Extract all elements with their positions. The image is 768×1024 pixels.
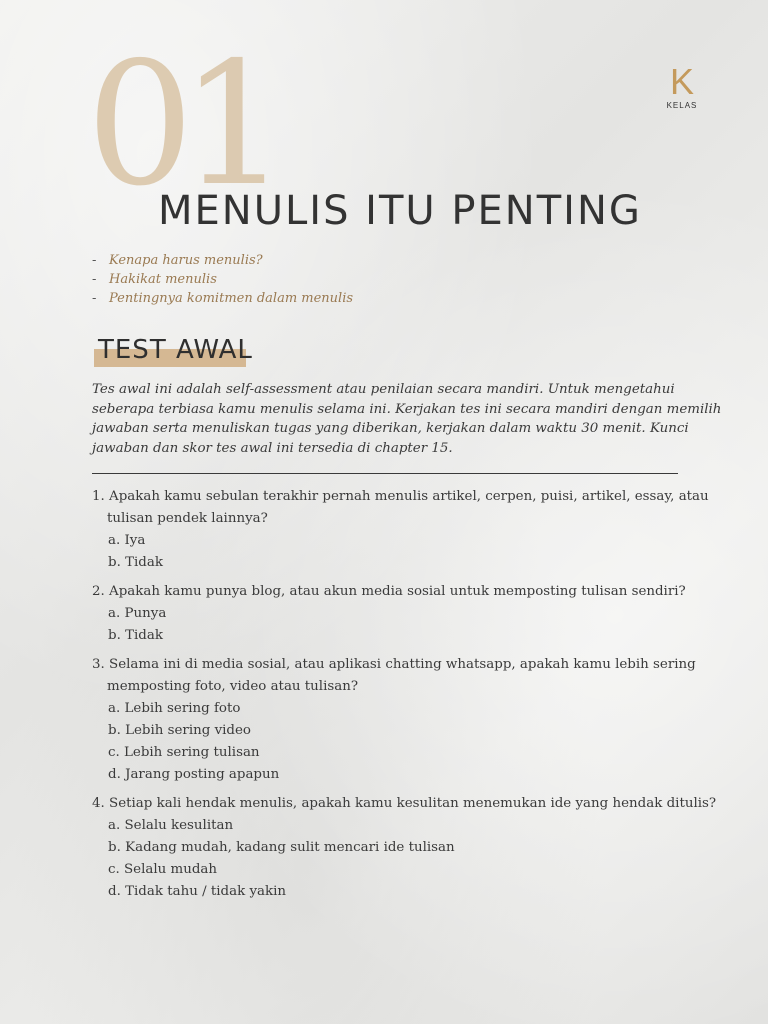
question-4 [92,793,732,903]
answer-option[interactable]: a. Lebih sering foto [108,701,241,716]
answer-option[interactable]: c. Lebih sering tulisan [108,745,260,760]
topic-item-label: Pentingnya komitmen dalam menulis [109,291,354,306]
topic-item-label: Hakikat menulis [109,272,217,287]
topic-item: - Kenapa harus menulis? [92,253,263,268]
section-heading: TEST AWAL [98,335,253,365]
page-title: MENULIS ITU PENTING [158,188,642,234]
answer-option[interactable]: b. Lebih sering video [108,723,251,738]
answer-option[interactable]: c. Selalu mudah [108,862,218,877]
topic-list [92,251,353,308]
divider [92,473,678,474]
topic-item: - Hakikat menulis [92,272,217,287]
question-2 [92,581,732,647]
question-3 [92,654,732,786]
topic-item: - Pentingnya komitmen dalam menulis [92,291,354,306]
question-text: 3. Selama ini di media sosial, atau aplikasi chatting whatsapp, apakah kamu lebih sering memposting foto, video atau tulisan? [92,657,696,694]
answer-option[interactable]: b. Tidak [108,555,163,570]
topic-item-label: Kenapa harus menulis? [109,253,263,268]
question-text: 4. Setiap kali hendak menulis, apakah kamu kesulitan menemukan ide yang hendak ditulis? [92,796,717,811]
logo-k-icon: K [669,61,694,102]
question-text: 1. Apakah kamu sebulan terakhir pernah menulis artikel, cerpen, puisi, artikel, essay, atau tulisan pendek lainnya? [92,489,709,526]
answer-option[interactable]: d. Tidak tahu / tidak yakin [108,884,287,899]
question-text: 2. Apakah kamu punya blog, atau akun media sosial untuk memposting tulisan sendiri? [92,584,686,599]
intro-paragraph: Tes awal ini adalah self-assessment atau penilaian secara mandiri. Untuk mengetahui seberapa terbiasa kamu menulis selama ini. Kerjakan tes ini secara mandiri dengan memilih jawaban serta menuliskan tugas yang diberikan, kerjakan dalam waktu 30 menit. Kunci jawaban dan skor tes awal ini tersedia di chapter 15. [92,382,722,456]
question-list [92,486,732,910]
section-heading-block [94,335,253,365]
answer-option[interactable]: b. Kadang mudah, kadang sulit mencari ide tulisan [108,840,455,855]
chapter-number: 01 [86,26,275,224]
answer-option[interactable]: a. Selalu kesulitan [108,818,234,833]
answer-option[interactable]: b. Tidak [108,628,163,643]
answer-option[interactable]: a. Punya [108,606,167,621]
kelas-logo [662,61,702,110]
answer-option[interactable]: d. Jarang posting apapun [108,767,280,782]
answer-option[interactable]: a. Iya [108,533,146,548]
logo-text: KELAS [666,101,698,110]
question-1 [92,486,732,574]
